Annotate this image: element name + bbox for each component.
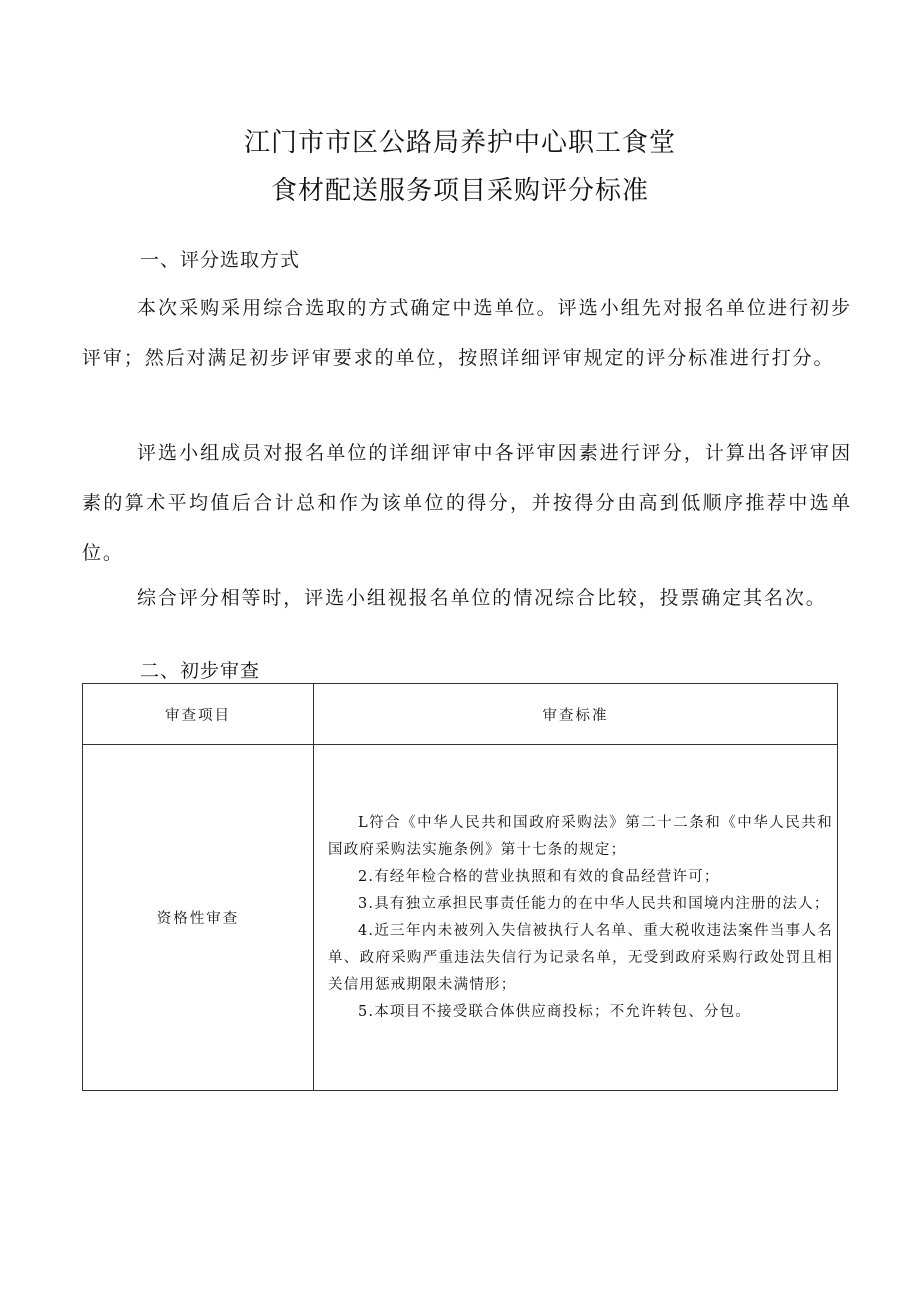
review-criteria-cell — [314, 745, 838, 1091]
criterion-2: 2.有经年检合格的营业执照和有效的食品经营许可； — [358, 868, 720, 885]
table-row — [83, 745, 838, 1091]
header-review-criteria: 审查标准 — [314, 684, 838, 745]
criterion-3: 3.具有独立承担民事责任能力的在中华人民共和国境内注册的法人； — [358, 895, 830, 912]
document-title-line-2: 食材配送服务项目采购评分标准 — [270, 176, 649, 206]
review-item-cell: 资格性审查 — [83, 745, 314, 1091]
section-1-paragraph-1: 本次采购采用综合选取的方式确定中选单位。评选小组先对报名单位进行初步评审；然后对满足初步评审要求的单位，按照详细评审规定的评分标准进行打分。 — [82, 297, 852, 369]
preliminary-review-table — [82, 683, 838, 1091]
criterion-5: 5.本项目不接受联合体供应商投标；不允许转包、分包。 — [358, 1003, 752, 1020]
section-1-paragraph-2: 评选小组成员对报名单位的详细评审中各评审因素进行评分，计算出各评审因素的算术平均值后合计总和作为该单位的得分，并按得分由高到低顺序推荐中选单位。 — [82, 442, 852, 564]
criterion-1: L符合《中华人民共和国政府采购法》第二十二条和《中华人民共和国政府采购法实施条例》第十七条的规定； — [328, 814, 833, 858]
criterion-4: 4.近三年内未被列入失信被执行人名单、重大税收违法案件当事人名单、政府采购严重违法失信行为记录名单，无受到政府采购行政处罚且相关信用惩戒期限未满情形； — [328, 922, 833, 993]
section-1-paragraph-3: 综合评分相等时，评选小组视报名单位的情况综合比较，投票确定其名次。 — [137, 587, 827, 609]
document-title-line-1: 江门市市区公路局养护中心职工食堂 — [243, 128, 676, 158]
header-review-item: 审查项目 — [83, 684, 314, 745]
table-header-row — [83, 684, 838, 745]
section-1-heading: 一、评分选取方式 — [140, 249, 301, 271]
section-2-heading: 二、初步审查 — [140, 660, 261, 682]
